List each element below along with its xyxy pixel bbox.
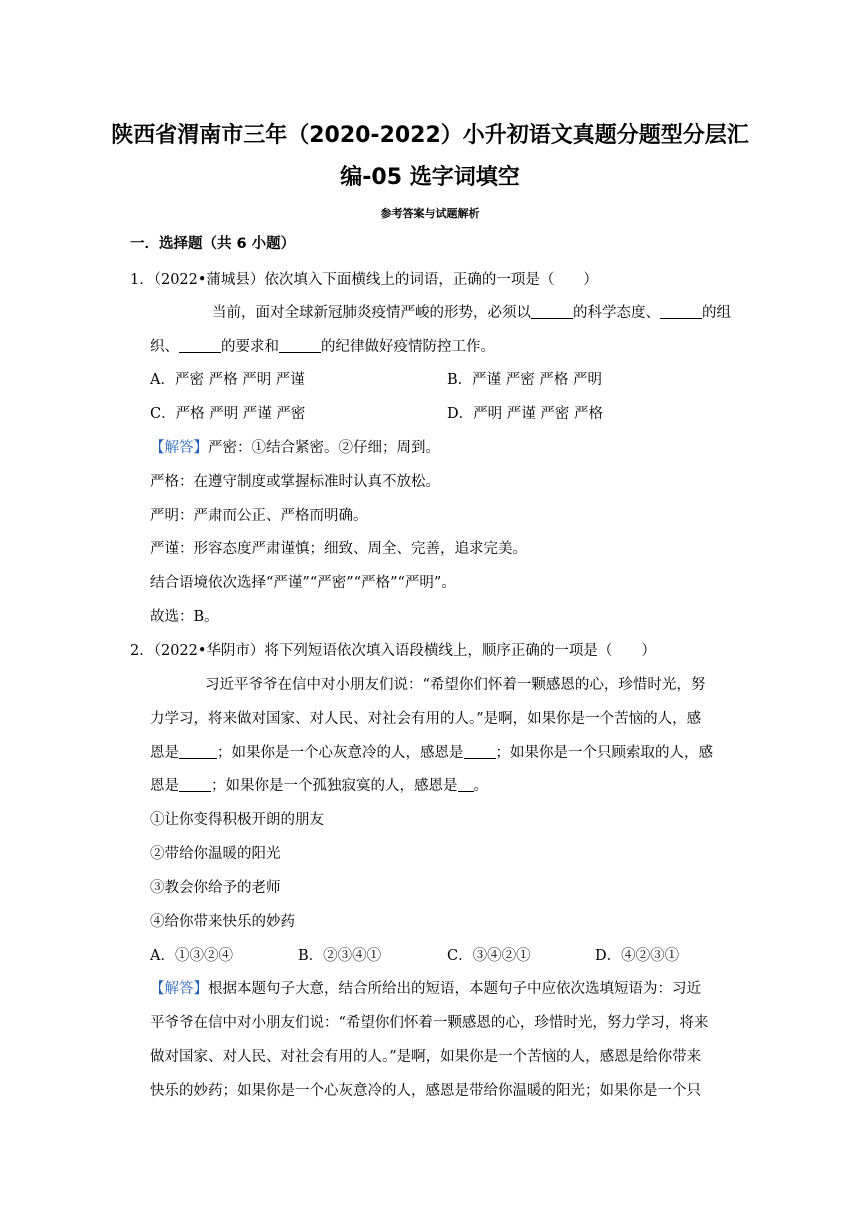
q2-answer-line2: 平爷爷在信中对小朋友们说：“希望你们怀着一颗感恩的心，珍惜时光，努力学习，将来 <box>150 1015 709 1031</box>
q2-passage-line3 <box>150 743 713 763</box>
q2-passage-line4 <box>150 776 488 796</box>
q1-answer-line5: 结合语境依次选择“严谨”“严密”“严格”“严明”。 <box>150 575 456 591</box>
q2-passage-text: ；如果你是一个孤独寂寞的人，感恩是 <box>211 778 458 794</box>
fill-blank <box>464 744 496 759</box>
q2-passage-text: ；如果你是一个只顾索取的人，感 <box>495 745 713 761</box>
q1-passage-text: 的要求和 <box>221 339 279 355</box>
q1-passage-text: 当前，面对全球新冠肺炎疫情严峻的形势，必须以 <box>212 305 531 321</box>
q2-answer-line4: 快乐的妙药；如果你是一个心灰意冷的人，感恩是带给你温暖的阳光；如果你是一个只 <box>150 1083 701 1099</box>
doc-title-line1: 陕西省渭南市三年（2020-2022）小升初语文真题分题型分层汇 <box>111 123 749 148</box>
q1-passage-line1 <box>212 303 731 323</box>
q1-option-b: B．严谨 严密 严格 严明 <box>447 372 602 388</box>
q2-option-a: A．①③②④ <box>150 948 233 964</box>
q1-answer-line2: 严格：在遵守制度或掌握标准时认真不放松。 <box>150 474 440 490</box>
q1-passage-line2 <box>150 337 495 357</box>
q2-passage-text: 恩是 <box>150 745 179 761</box>
q1-option-a: A．严密 严格 严明 严谨 <box>150 372 305 388</box>
q1-answer-line3: 严明：严肃而公正、严格而明确。 <box>150 508 368 524</box>
fill-blank <box>179 338 221 353</box>
q1-stem: 1．（2022•蒲城县）依次填入下面横线上的词语，正确的一项是（ ） <box>130 272 598 288</box>
fill-blank <box>458 777 474 792</box>
q2-answer-line1 <box>150 979 701 999</box>
q2-item-2: ②带给你温暖的阳光 <box>150 846 281 862</box>
q2-option-b: B．②③④① <box>298 948 382 964</box>
q1-answer-line1 <box>150 438 440 458</box>
q2-passage-line1: 习近平爷爷在信中对小朋友们说：“希望你们怀着一颗感恩的心，珍惜时光，努 <box>205 677 706 693</box>
q2-stem: 2．（2022•华阴市）将下列短语依次填入语段横线上，顺序正确的一项是（ ） <box>130 643 656 659</box>
answer-tag: 【解答】 <box>150 981 208 997</box>
q2-passage-text: 恩是 <box>150 778 179 794</box>
q1-option-d: D．严明 严谨 严密 严格 <box>447 406 603 422</box>
q2-passage-text: ；如果你是一个心灰意冷的人，感恩是 <box>217 745 464 761</box>
q2-option-d: D．④②③① <box>595 948 680 964</box>
q1-passage-text: 织、 <box>150 339 179 355</box>
fill-blank <box>179 777 211 792</box>
doc-subtitle: 参考答案与试题解析 <box>380 207 480 220</box>
q1-answer-text: 严密：①结合紧密。②仔细；周到。 <box>208 440 440 456</box>
q2-option-c: C．③④②① <box>447 948 531 964</box>
q1-answer-line4: 严谨：形容态度严肃谨慎；细致、周全、完善，追求完美。 <box>150 541 527 557</box>
q1-passage-text: 的纪律做好疫情防控工作。 <box>321 339 495 355</box>
q2-item-1: ①让你变得积极开朗的朋友 <box>150 812 324 828</box>
q2-answer-line3: 做对国家、对人民、对社会有用的人。”是啊，如果你是一个苦恼的人，感恩是给你带来 <box>150 1049 702 1065</box>
q1-passage-text: 的科学态度、 <box>573 305 660 321</box>
fill-blank <box>660 304 702 319</box>
fill-blank <box>531 304 573 319</box>
section-heading: 一．选择题（共 6 小题） <box>130 236 296 252</box>
q2-passage-line2: 力学习，将来做对国家、对人民、对社会有用的人。”是啊，如果你是一个苦恼的人，感 <box>150 711 702 727</box>
q1-passage-text: 的组 <box>702 305 731 321</box>
fill-blank <box>179 744 217 759</box>
q1-answer-line6: 故选：B。 <box>150 609 219 625</box>
fill-blank <box>279 338 321 353</box>
doc-title-line2: 编-05 选字词填空 <box>340 165 520 190</box>
q2-answer-text: 根据本题句子大意，结合所给出的短语，本题句子中应依次选填短语为：习近 <box>208 981 701 997</box>
q2-passage-text: 。 <box>473 778 488 794</box>
q2-item-3: ③教会你给予的老师 <box>150 880 281 896</box>
q1-option-c: C．严格 严明 严谨 严密 <box>150 406 306 422</box>
answer-tag: 【解答】 <box>150 440 208 456</box>
q2-item-4: ④给你带来快乐的妙药 <box>150 914 295 930</box>
